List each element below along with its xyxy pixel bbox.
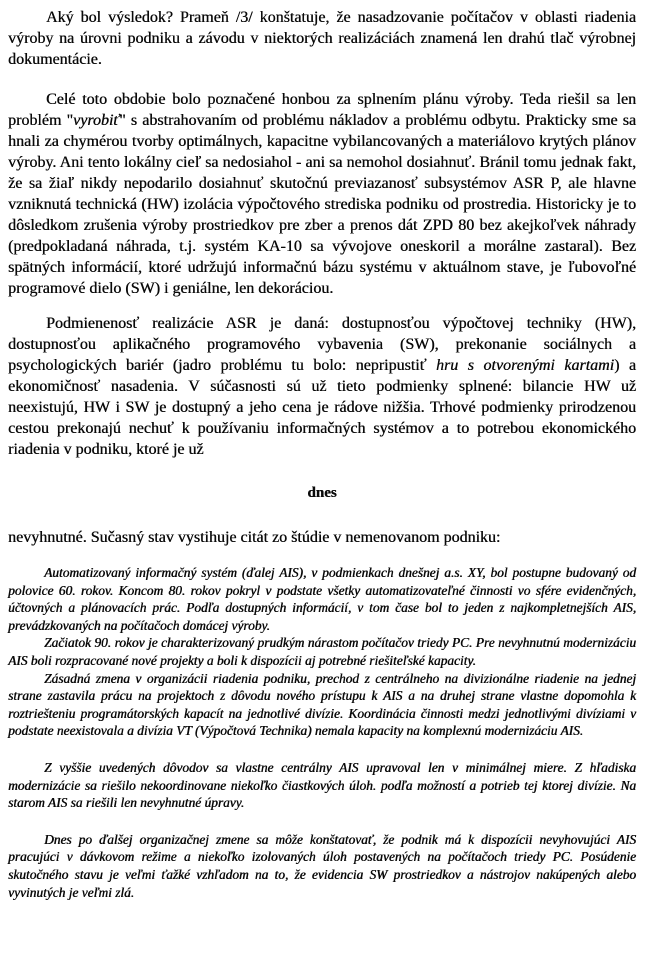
quotation-block — [8, 564, 636, 901]
paragraph-period-plan — [8, 89, 636, 299]
paragraph-conditions-pre: Podmienenosť realizácie ASR je daná: dostupnosťou výpočtovej techniky (HW), dostupnosťou aplikačného programového vybavenia (SW), prekonanie sociálnych a psychologických bariér (jadro problému tu bolo: nepripustiť — [8, 315, 636, 374]
quote-paragraph-central-ais: Z vyššie uvedených dôvodov sa vlastne centrálny AIS upravoval len v minimálnej miere. Z hľadiska modernizácie sa riešilo nekoordinovane niekoľko čiastkových úloh. podľa možností a potrieb tej ktorej divízie. Na starom AIS sa riešili len nevyhnutné úpravy. — [8, 759, 636, 811]
paragraph-conditions-post: ) a ekonomičnosť nasadenia. V súčasnosti sú už tieto podmienky splnené: bilancie HW už neexistujú, HW i SW je dostupný a jeho cena je rádove nižšia. Trhové podmienky prirodzenou cestou prekonajú nechuť k používaniu informačných systémov a to potrebou ekonomického riadenia v podniku, ktoré je už — [8, 357, 636, 458]
paragraph-conditions — [8, 313, 636, 460]
quote-paragraph-reorganization: Zásadná zmena v organizácii riadenia podniku, prechod z centrálneho na divizionálne riadenie na jednej strane zastavila prácu na projektoch z dôvodu nového prístupu k AIS a na druhej strane vlastne dopomohla k roztriešteniu programátorských kapacít na jednotlivé divízie. Koordinácia činnosti medzi jednotlivými divíziami v podstate neexistovala a divízia VT (Výpočtová Technika) nemala kapacity na komplexnú modernizáciu AIS. — [8, 670, 636, 739]
paragraph-intro-quote — [8, 527, 636, 548]
emphasis-open-cards: hru s otvorenými kartami — [435, 357, 615, 374]
heading-dnes: dnes — [307, 485, 337, 501]
paragraph-result — [8, 7, 636, 70]
quote-paragraph-nineties: Začiatok 90. rokov je charakterizovaný prudkým nárastom počítačov triedy PC. Pre nevyhnutnú modernizáciu AIS boli rozpracované nové projekty a boli k dispozícii aj potrebné riešiteľské kapacity. — [8, 635, 636, 668]
paragraph-intro-quote-text: nevyhnutné. Sučasný stav vystihuje citát zo štúdie v nemenovanom podniku: — [8, 529, 501, 546]
paragraph-result-text: Aký bol výsledok? Prameň /3/ konštatuje, že nasadzovanie počítačov v oblasti riadenia výroby na úrovni podniku a závodu v niektorých realizáciách znamená len drahú tlač výrobnej dokumentácie. — [8, 9, 636, 68]
paragraph-period-plan-pre: Celé toto obdobie bolo poznačené honbou za splnením plánu výroby. Teda riešil sa len problém " — [8, 91, 636, 129]
emphasis-vyrobit: vyrobiť — [73, 112, 120, 129]
quote-paragraph-history: Automatizovaný informačný systém (ďalej AIS), v podmienkach dnešnej a.s. XY, bol postupne budovaný od polovice 60. rokov. Koncom 80. rokov pokryl v podstate všetky automatizovateľné činnosti vo sfére evidenčných, účtovných a plánovacích prác. Podľa dostupných informácií, v tom čase bol to jeden z najkompletnejších AIS, prevádzkovaných na počítačoch domácej výroby. — [8, 565, 636, 633]
paragraph-period-plan-post: " s abstrahovaním od problému nákladov a problému odbytu. Prakticky sme sa hnali za chymérou tvorby optimálnych, kapacitne vybilancovaných a materiálovo krytých plánov výroby. Ani tento lokálny cieľ sa nedosiahol - ani sa nemohol dosiahnuť. Bránil tomu jednak fakt, že sa žiaľ nikdy nepodarilo dosiahnuť skutočnú previazanosť subsystémov ASR P, ale hlavne vzniknutá technická (HW) izolácia výpočtového strediska podniku od prostredia. Historicky je to dôsledkom zrušenia výroby prostriedkov pre zber a prenos dát ZPD 80 bez akejkoľvek náhrady (predpokladaná náhrada, t.j. systém KA-10 sa vývojove oneskoril a morálne zastaral). Bez spätných informácií, ktoré udržujú informačnú bázu systému v aktuálnom stave, je ľubovoľné programové dielo (SW) i geniálne, len dekoráciou. — [8, 112, 636, 297]
quote-paragraph-today: Dnes po ďalšej organizačnej zmene sa môže konštatovať, že podnik má k dispozícii nevyhovujúci AIS pracujúci v dávkovom režime a niekoľko izolovaných úloh postavených na počítačoch triedy PC. Posúdenie skutočného stavu je veľmi ťažké vzhľadom na to, že evidencia SW prostriedkov a nástrojov nakúpených alebo vyvinutých je veľmi zlá. — [8, 831, 636, 900]
